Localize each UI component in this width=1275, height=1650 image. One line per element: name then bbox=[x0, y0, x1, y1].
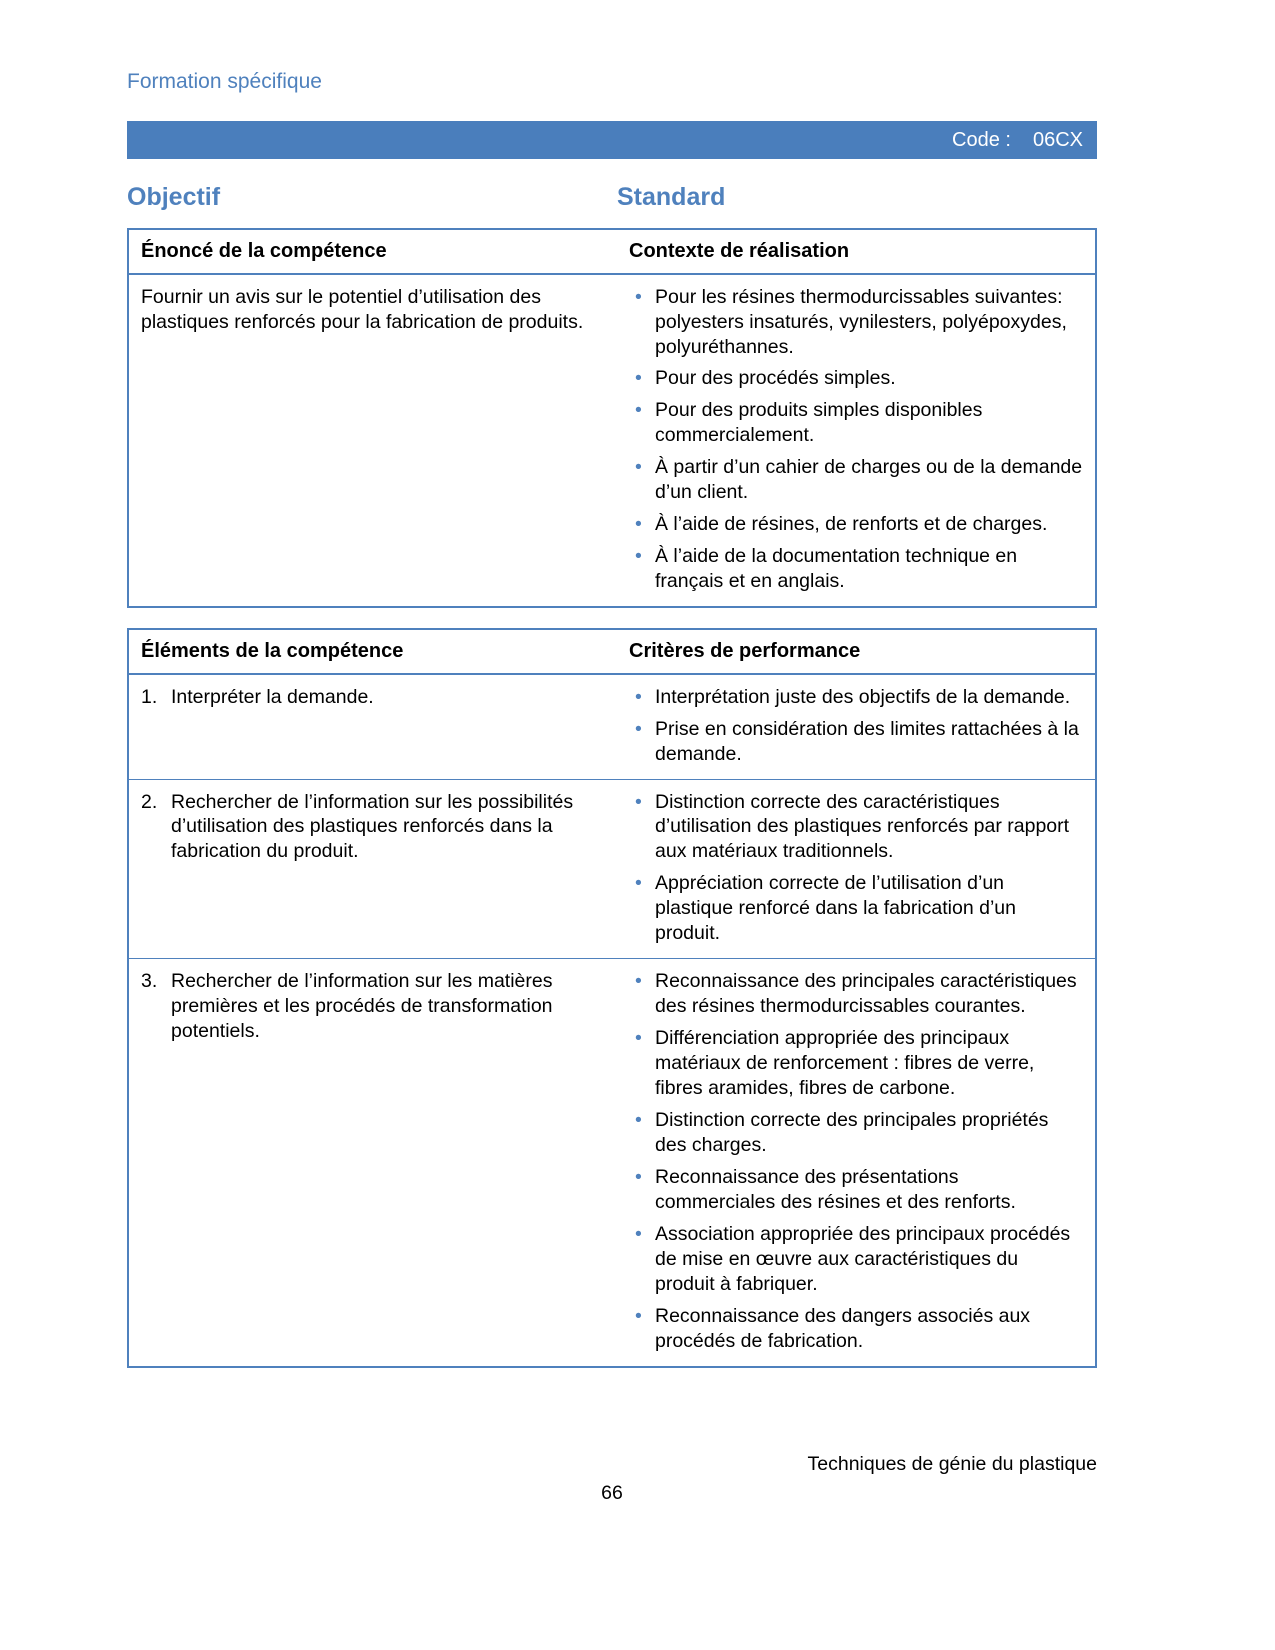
element-number: 2. bbox=[141, 790, 158, 813]
bullet-item: • À partir d’un cahier de charges ou de la demande d’un client. bbox=[629, 455, 1083, 505]
bullet-item: • À l’aide de la documentation technique en français et en anglais. bbox=[629, 544, 1083, 594]
contexte-header: Contexte de réalisation bbox=[629, 240, 850, 262]
element-text: Rechercher de l’information sur les possibilités d’utilisation des plastiques renforcés dans la fabrication du produit. bbox=[171, 790, 574, 863]
bullet-item: • Pour des procédés simples. bbox=[629, 366, 1083, 391]
section-header: Formation spécifique bbox=[127, 70, 322, 93]
bullet-item: • Différenciation appropriée des principaux matériaux de renforcement : fibres de verre, fibres aramides, fibres de carbone. bbox=[629, 1026, 1083, 1101]
code-label: Code : bbox=[952, 128, 1011, 151]
bullet-item: • Prise en considération des limites rattachées à la demande. bbox=[629, 717, 1083, 767]
element-number: 1. bbox=[141, 685, 158, 708]
criteres-bullet-list bbox=[629, 790, 1083, 947]
bullet-item: • Reconnaissance des présentations commerciales des résines et des renforts. bbox=[629, 1165, 1083, 1215]
criteres-header: Critères de performance bbox=[629, 640, 861, 663]
bullet-item: • Reconnaissance des principales caractéristiques des résines thermodurcissables courantes. bbox=[629, 969, 1083, 1019]
bullet-item: • Reconnaissance des dangers associés aux procédés de fabrication. bbox=[629, 1304, 1083, 1354]
standard-heading: Standard bbox=[617, 183, 726, 211]
table-header-row bbox=[129, 630, 1095, 674]
page-number: 66 bbox=[601, 1482, 623, 1504]
element-item bbox=[141, 969, 605, 1044]
table-row bbox=[129, 274, 1095, 606]
enonce-text: Fournir un avis sur le potentiel d’utilisation des plastiques renforcés pour la fabrication de produits. bbox=[141, 285, 584, 333]
column-headings bbox=[127, 183, 1097, 212]
element-item bbox=[141, 685, 605, 710]
element-text: Interpréter la demande. bbox=[171, 685, 374, 708]
table-row bbox=[129, 958, 1095, 1365]
page-content bbox=[127, 0, 1097, 1368]
elements-table bbox=[127, 628, 1097, 1368]
bullet-item: • Pour les résines thermodurcissables suivantes: polyesters insaturés, vynilesters, polyépoxydes, polyuréthannes. bbox=[629, 285, 1083, 360]
objectif-heading: Objectif bbox=[127, 183, 221, 211]
bullet-item: • Distinction correcte des caractéristiques d’utilisation des plastiques renforcés par rapport aux matériaux traditionnels. bbox=[629, 790, 1083, 865]
bullet-item: • Association appropriée des principaux procédés de mise en œuvre aux caractéristiques du produit à fabriquer. bbox=[629, 1222, 1083, 1297]
bullet-item: • Appréciation correcte de l’utilisation d’un plastique renforcé dans la fabrication d’un produit. bbox=[629, 871, 1083, 946]
table-row bbox=[129, 779, 1095, 959]
footer-program-name: Techniques de génie du plastique bbox=[807, 1453, 1097, 1475]
table-header-row bbox=[129, 230, 1095, 274]
bullet-item: • Pour des produits simples disponibles commercialement. bbox=[629, 398, 1083, 448]
criteres-bullet-list bbox=[629, 685, 1083, 767]
bullet-item: • Distinction correcte des principales propriétés des charges. bbox=[629, 1108, 1083, 1158]
criteres-bullet-list bbox=[629, 969, 1083, 1353]
bullet-item: • À l’aide de résines, de renforts et de charges. bbox=[629, 512, 1083, 537]
table-row bbox=[129, 674, 1095, 779]
contexte-bullet-list bbox=[629, 285, 1083, 594]
code-value: 06CX bbox=[1032, 128, 1083, 151]
enonce-header: Énoncé de la compétence bbox=[141, 240, 387, 262]
element-number: 3. bbox=[141, 970, 158, 993]
element-text: Rechercher de l’information sur les matières premières et les procédés de transformation potentiels. bbox=[171, 970, 553, 1043]
competence-table bbox=[127, 228, 1097, 608]
element-item bbox=[141, 790, 605, 865]
bullet-item: • Interprétation juste des objectifs de la demande. bbox=[629, 685, 1083, 710]
code-banner bbox=[127, 121, 1097, 159]
elements-header: Éléments de la compétence bbox=[141, 640, 404, 663]
